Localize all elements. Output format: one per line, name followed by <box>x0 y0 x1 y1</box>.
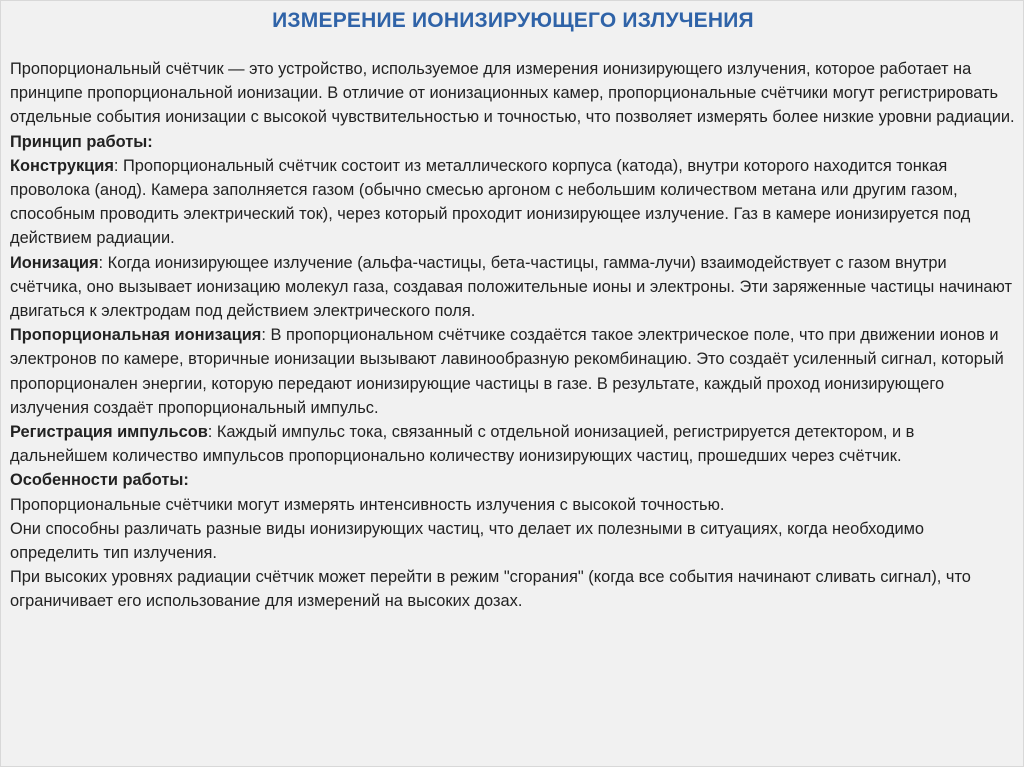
principle-term: Конструкция <box>10 156 114 175</box>
principle-term: Ионизация <box>10 253 99 272</box>
slide-title: ИЗМЕРЕНИЕ ИОНИЗИРУЮЩЕГО ИЗЛУЧЕНИЯ <box>272 9 754 32</box>
principle-term: Пропорциональная ионизация <box>10 326 262 345</box>
principle-text: : Пропорциональный счётчик состоит из металлического корпуса (катода), внутри которого находится тонкая проволока (анод). Камера заполняется газом (обычно смесью аргоном с небольшим количеством метана или другим газом, способным проводить электрический ток), через который проходит ионизирующее излучение. Газ в камере ионизируется под действием радиации. <box>10 156 971 248</box>
principle-item-pulse-registration <box>10 420 1016 468</box>
principle-term: Регистрация импульсов <box>10 423 208 442</box>
intro-paragraph: Пропорциональный счётчик — это устройство, используемое для измерения ионизирующего излучения, которое работает на принципе пропорциональной ионизации. В отличие от ионизационных камер, пропорциональные счётчики могут регистрировать отдельные события ионизации с высокой чувствительностью и точностью, что позволяет измерять более низкие уровни радиации. <box>10 60 1015 127</box>
features-item: При высоких уровнях радиации счётчик может перейти в режим "сгорания" (когда все события начинают сливать сигнал), что ограничивает его использование для измерений на высоких дозах. <box>10 568 971 611</box>
principle-text: : Когда ионизирующее излучение (альфа-частицы, бета-частицы, гамма-лучи) взаимодействует с газом внутри счётчика, оно вызывает ионизацию молекул газа, создавая положительные ионы и электроны. Эти заряженные частицы начинают двигаться к электродам под действием электрического поля. <box>10 253 1012 321</box>
principle-text: : Каждый импульс тока, связанный с отдельной ионизацией, регистрируется детектором, и в дальнейшем количество импульсов пропорционально количеству ионизирующих частиц, прошедших через счётчик. <box>10 423 915 466</box>
slide-body <box>10 57 1016 614</box>
features-item: Они способны различать разные виды ионизирующих частиц, что делает их полезными в ситуациях, когда необходимо определить тип излучения. <box>10 519 925 563</box>
features-heading: Особенности работы: <box>10 471 189 490</box>
principle-item-proportional-ionization <box>10 323 1016 420</box>
features-item: Пропорциональные счётчики могут измерять интенсивность излучения с высокой точностью. <box>10 495 725 514</box>
principle-item-ionization <box>10 251 1016 324</box>
principle-item-construction <box>10 154 1016 251</box>
principle-text: : В пропорциональном счётчике создаётся такое электрическое поле, что при движении ионов и электронов по камере, вторичные ионизации вызывают лавинообразную рекомбинацию. Это создаёт усиленный сигнал, который пропорционален энергии, которую передают ионизирующие частицы в газе. В результате, каждый проход ионизирующего излучения создаёт пропорциональный импульс. <box>10 326 1004 417</box>
principle-heading: Принцип работы: <box>10 132 153 151</box>
